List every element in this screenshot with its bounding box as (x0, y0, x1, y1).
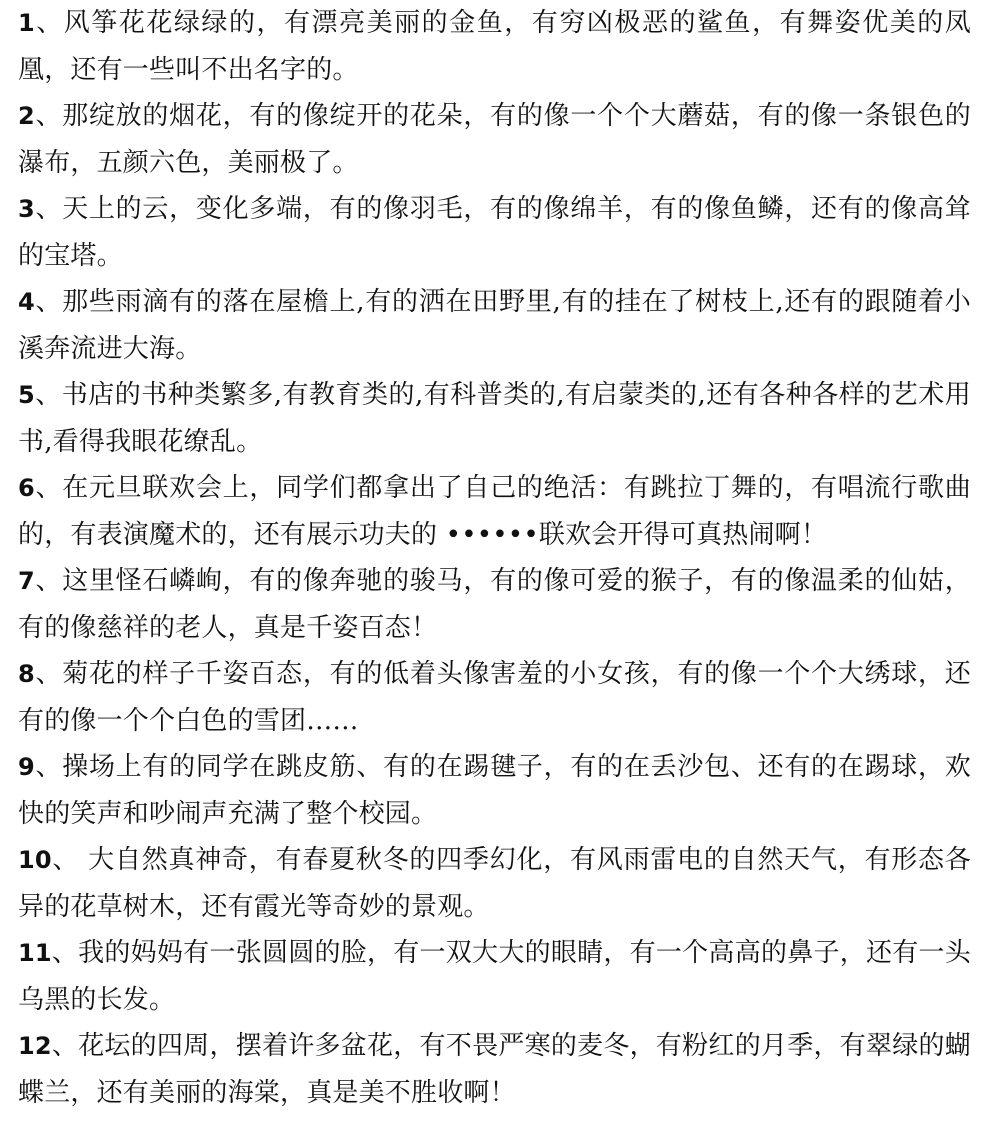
item-text: 、风筝花花绿绿的，有漂亮美丽的金鱼，有穷凶极恶的鲨鱼，有舞姿优美的凤凰，还有一些叫不出名字的。 (18, 8, 971, 85)
item-number: 12 (18, 1032, 52, 1060)
list-item (18, 558, 971, 651)
item-number: 8 (18, 660, 35, 688)
list-item (18, 744, 971, 837)
list-item (18, 930, 971, 1023)
item-text: 、操场上有的同学在跳皮筋、有的在踢毽子，有的在丢沙包、还有的在踢球，欢快的笑声和吵闹声充满了整个校园。 (18, 752, 971, 829)
item-text: 、菊花的样子千姿百态，有的低着头像害羞的小女孩，有的像一个个大绣球，还有的像一个个白色的雪团…… (18, 659, 971, 736)
list-item (18, 465, 971, 558)
list-item (18, 837, 971, 930)
item-number: 10 (18, 846, 52, 874)
list-item (18, 651, 971, 744)
sentence-list (18, 0, 971, 1116)
item-number: 3 (18, 195, 35, 223)
item-number: 5 (18, 381, 35, 409)
item-number: 2 (18, 102, 35, 130)
list-item (18, 1023, 971, 1116)
item-number: 1 (18, 9, 35, 37)
item-number: 6 (18, 474, 35, 502)
item-text: 、这里怪石嶙峋，有的像奔驰的骏马，有的像可爱的猴子，有的像温柔的仙姑，有的像慈祥的老人，真是千姿百态！ (18, 566, 971, 643)
item-text: 、书店的书种类繁多,有教育类的,有科普类的,有启蒙类的,还有各种各样的艺术用书,看得我眼花缭乱。 (18, 380, 971, 457)
item-text: 、在元旦联欢会上，同学们都拿出了自己的绝活：有跳拉丁舞的，有唱流行歌曲的，有表演魔术的，还有展示功夫的 ••••••联欢会开得可真热闹啊！ (18, 473, 971, 550)
item-number: 7 (18, 567, 35, 595)
item-text: 、花坛的四周，摆着许多盆花，有不畏严寒的麦冬，有粉红的月季，有翠绿的蝴蝶兰，还有美丽的海棠，真是美不胜收啊！ (18, 1031, 971, 1108)
item-text: 、那些雨滴有的落在屋檐上,有的洒在田野里,有的挂在了树枝上,还有的跟随着小溪奔流进大海。 (18, 287, 971, 364)
item-text: 、那绽放的烟花，有的像绽开的花朵，有的像一个个大蘑菇，有的像一条银色的瀑布，五颜六色，美丽极了。 (18, 101, 971, 178)
list-item (18, 0, 971, 93)
list-item (18, 186, 971, 279)
list-item (18, 93, 971, 186)
list-item (18, 372, 971, 465)
item-number: 9 (18, 753, 35, 781)
list-item (18, 279, 971, 372)
item-number: 11 (18, 939, 52, 967)
item-text: 、天上的云，变化多端，有的像羽毛，有的像绵羊，有的像鱼鳞，还有的像高耸的宝塔。 (18, 194, 971, 271)
item-text: 、 大自然真神奇，有春夏秋冬的四季幻化，有风雨雷电的自然天气，有形态各异的花草树木，还有霞光等奇妙的景观。 (18, 845, 971, 922)
item-number: 4 (18, 288, 35, 316)
item-text: 、我的妈妈有一张圆圆的脸，有一双大大的眼睛，有一个高高的鼻子，还有一头乌黑的长发。 (18, 938, 971, 1015)
